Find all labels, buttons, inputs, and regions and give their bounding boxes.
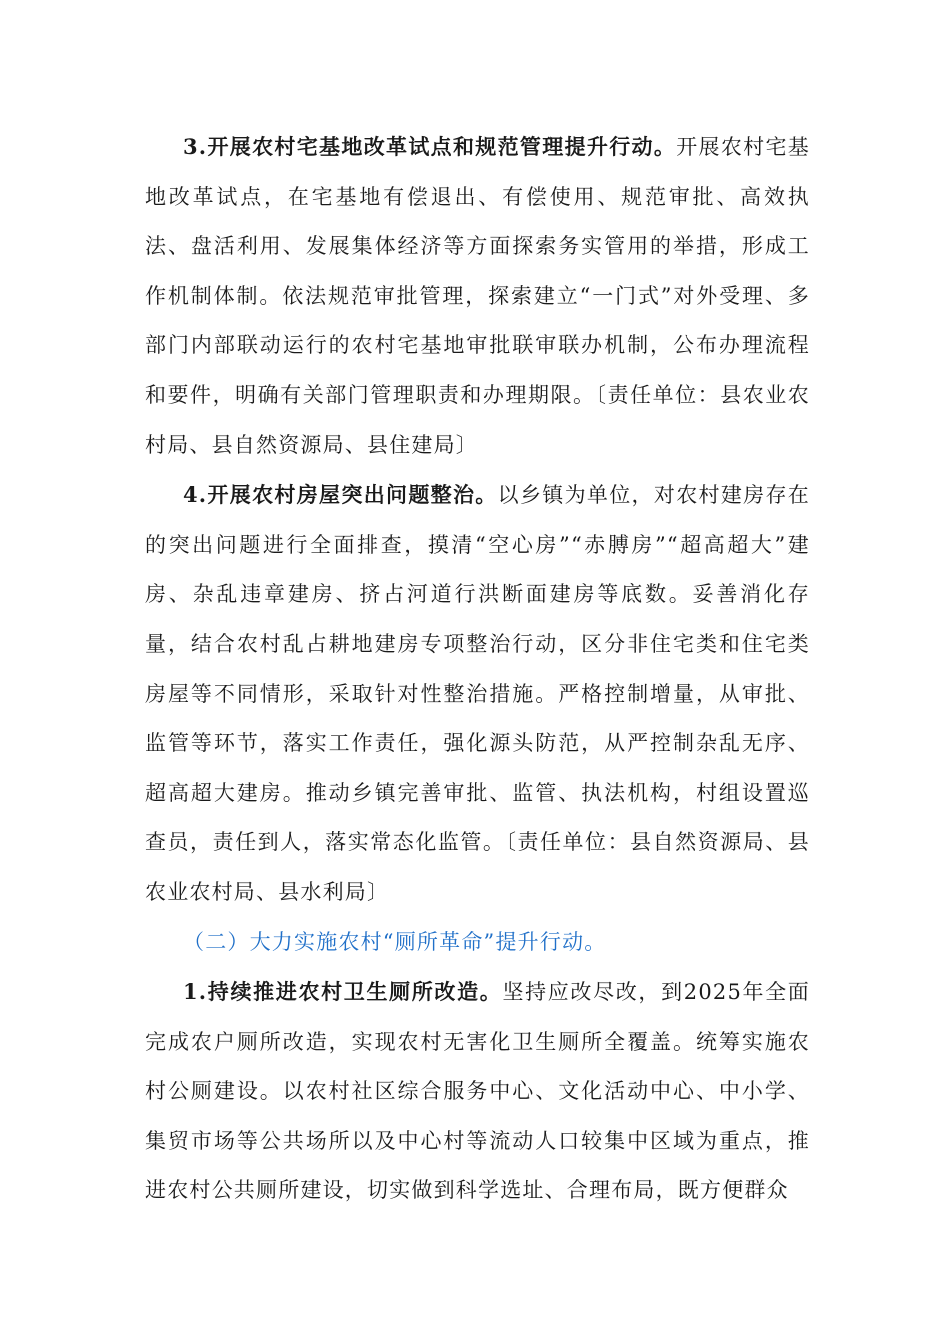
paragraph-toilet-renovation [145,967,810,1216]
paragraph-body: 坚持应改尽改，到2025年全面完成农户厕所改造，实现农村无害化卫生厕所全覆盖。统筹实施农村公厕建设。以农村社区综合服务中心、文化活动中心、中小学、集贸市场等公共场所以及中心村等流动人口较集中区域为重点，推进农村公共厕所建设，切实做到科学选址、合理布局，既方便群众 [145,980,810,1203]
document-content [145,122,810,1216]
paragraph-title: 4.开展农村房屋突出问题整治。 [183,482,498,508]
paragraph-title: 1.持续推进农村卫生厕所改造。 [183,979,503,1005]
paragraph-housing-rectification [145,470,810,917]
section-heading: （二）大力实施农村“厕所革命”提升行动。 [183,929,607,954]
paragraph-homestead-reform [145,122,810,470]
paragraph-body: 开展农村宅基地改革试点，在宅基地有偿退出、有偿使用、规范审批、高效执法、盘活利用、发展集体经济等方面探索务实管用的举措，形成工作机制体制。依法规范审批管理，探索建立“一门式”对外受理、多部门内部联动运行的农村宅基地审批联审联办机制，公布办理流程和要件，明确有关部门管理职责和办理期限。〔责任单位：县农业农村局、县自然资源局、县住建局〕 [145,135,810,457]
paragraph-body: 以乡镇为单位，对农村建房存在的突出问题进行全面排查，摸清“空心房”“赤膊房”“超高超大”建房、杂乱违章建房、挤占河道行洪断面建房等底数。妥善消化存量，结合农村乱占耕地建房专项整治行动，区分非住宅类和住宅类房屋等不同情形，采取针对性整治措施。严格控制增量，从审批、监管等环节，落实工作责任，强化源头防范，从严控制杂乱无序、超高超大建房。推动乡镇完善审批、监管、执法机构，村组设置巡查员，责任到人，落实常态化监管。〔责任单位：县自然资源局、县农业农村局、县水利局〕 [145,483,810,904]
paragraph-title: 3.开展农村宅基地改革试点和规范管理提升行动。 [183,134,677,159]
